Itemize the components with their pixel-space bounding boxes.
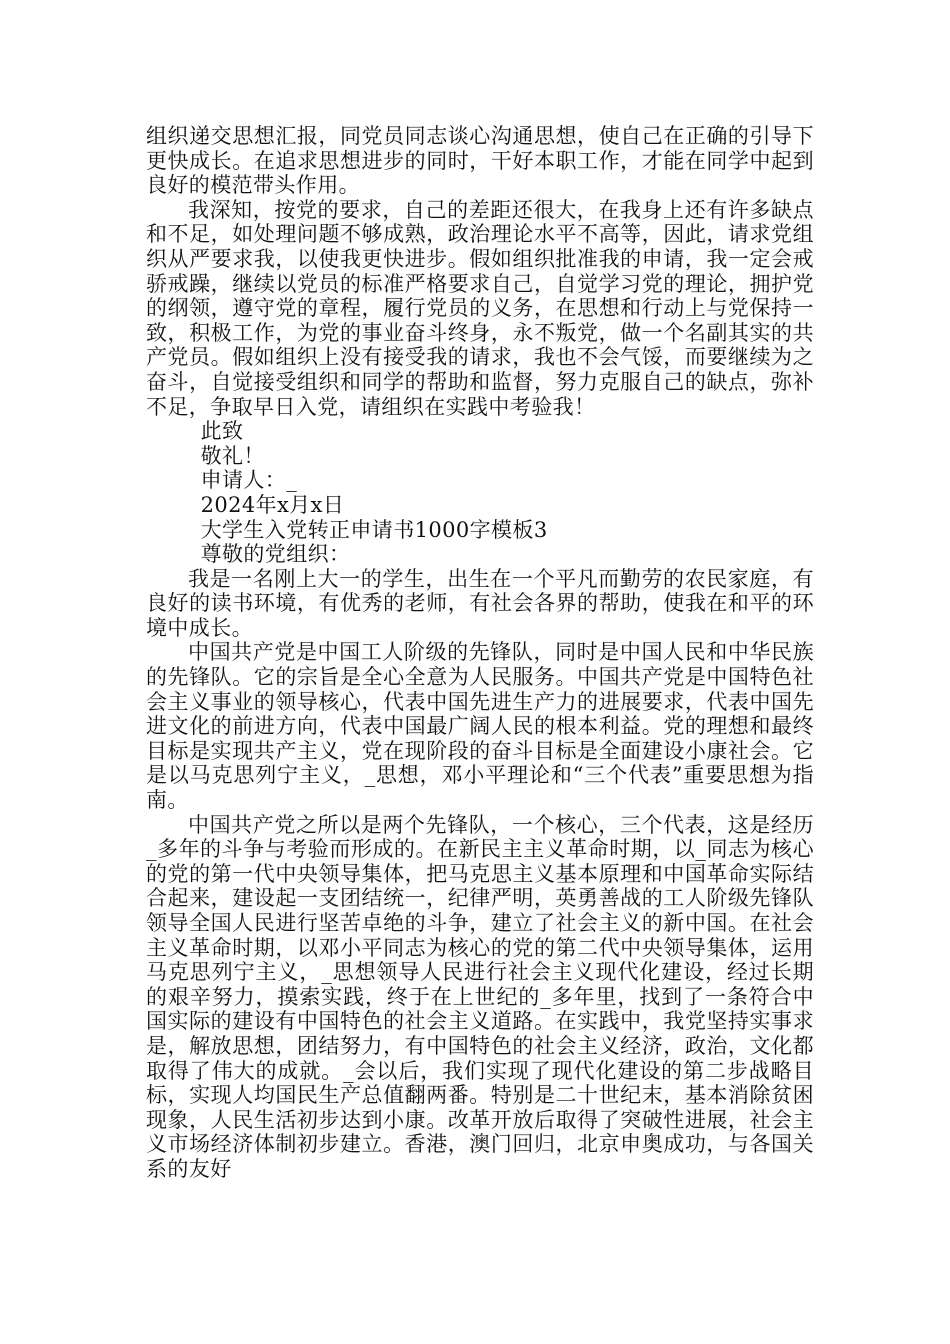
greeting-line: 尊敬的党组织： [200,542,351,567]
body-paragraph-1: 我是一名刚上大一的学生，出生在一个平凡而勤劳的农民家庭，有良好的读书环境，有优秀的老师，有社会各界的帮助，使我在和平的环境中成长。 [146,566,814,640]
date-line: 2024年x月x日 [200,492,345,517]
document-page [146,124,814,1182]
body-paragraph-3: 中国共产党之所以是两个先锋队，一个核心，三个代表，这是经历_多年的斗争与考验而形成的。在新民主主义革命时期，以_同志为核心的党的第一代中央领导集体，把马克思主义基本原理和中国革命实际结合起来，建设起一支团结统一，纪律严明，英勇善战的工人阶级先锋队领导全国人民进行坚苦卓绝的斗争，建立了社会主义的新中国。在社会主义革命时期，以邓小平同志为核心的党的第二代中央领导集体，运用马克思列宁主义，_思想领导人民进行社会主义现代化建设，经过长期的艰辛努力，摸索实践，终于在上世纪的_多年里，找到了一条符合中国实际的建设有中国特色的社会主义道路。在实践中，我党坚持实事求是，解放思想，团结努力，有中国特色的社会主义经济，政治，文化都取得了伟大的成就。_会以后，我们实现了现代化建设的第二步战略目标，实现人均国民生产总值翻两番。特别是二十世纪末，基本消除贫困现象，人民生活初步达到小康。改革开放后取得了突破性进展，社会主义市场经济体制初步建立。香港，澳门回归，北京申奥成功，与各国关系的友好 [146,812,814,1181]
paragraph-2: 我深知，按党的要求，自己的差距还很大，在我身上还有许多缺点和不足，如处理问题不够成熟，政治理论水平不高等，因此，请求党组织从严要求我，以使我更快进步。假如组织批准我的申请，我一定会戒骄戒躁，继续以党员的标准严格要求自己，自觉学习党的理论，拥护党的纲领，遵守党的章程，履行党员的义务，在思想和行动上与党保持一致，积极工作，为党的事业奋斗终身，永不叛党，做一个名副其实的共产党员。假如组织上没有接受我的请求，我也不会气馁，而要继续为之奋斗，自觉接受组织和同学的帮助和监督，努力克服自己的缺点，弥补不足，争取早日入党，请组织在实践中考验我！ [146,197,814,419]
salutation-jingli: 敬礼！ [200,443,265,468]
applicant-line: 申请人：_ [200,468,298,493]
body-paragraph-2: 中国共产党是中国工人阶级的先锋队，同时是中国人民和中华民族的先锋队。它的宗旨是全心全意为人民服务。中国共产党是中国特色社会主义事业的领导核心，代表中国先进生产力的进展要求，代表中国先进文化的前进方向，代表中国最广阔人民的根本利益。党的理想和最终目标是实现共产主义，党在现阶段的奋斗目标是全面建设小康社会。它是以马克思列宁主义，_思想，邓小平理论和“三个代表”重要思想为指南。 [146,640,814,813]
section-title: 大学生入党转正申请书1000字模板3 [200,517,548,542]
salutation-cizhi: 此致 [200,419,244,444]
paragraph-1: 组织递交思想汇报，同党员同志谈心沟通思想，使自己在正确的引导下更快成长。在追求思想进步的同时，干好本职工作，才能在同学中起到良好的模范带头作用。 [146,124,814,198]
